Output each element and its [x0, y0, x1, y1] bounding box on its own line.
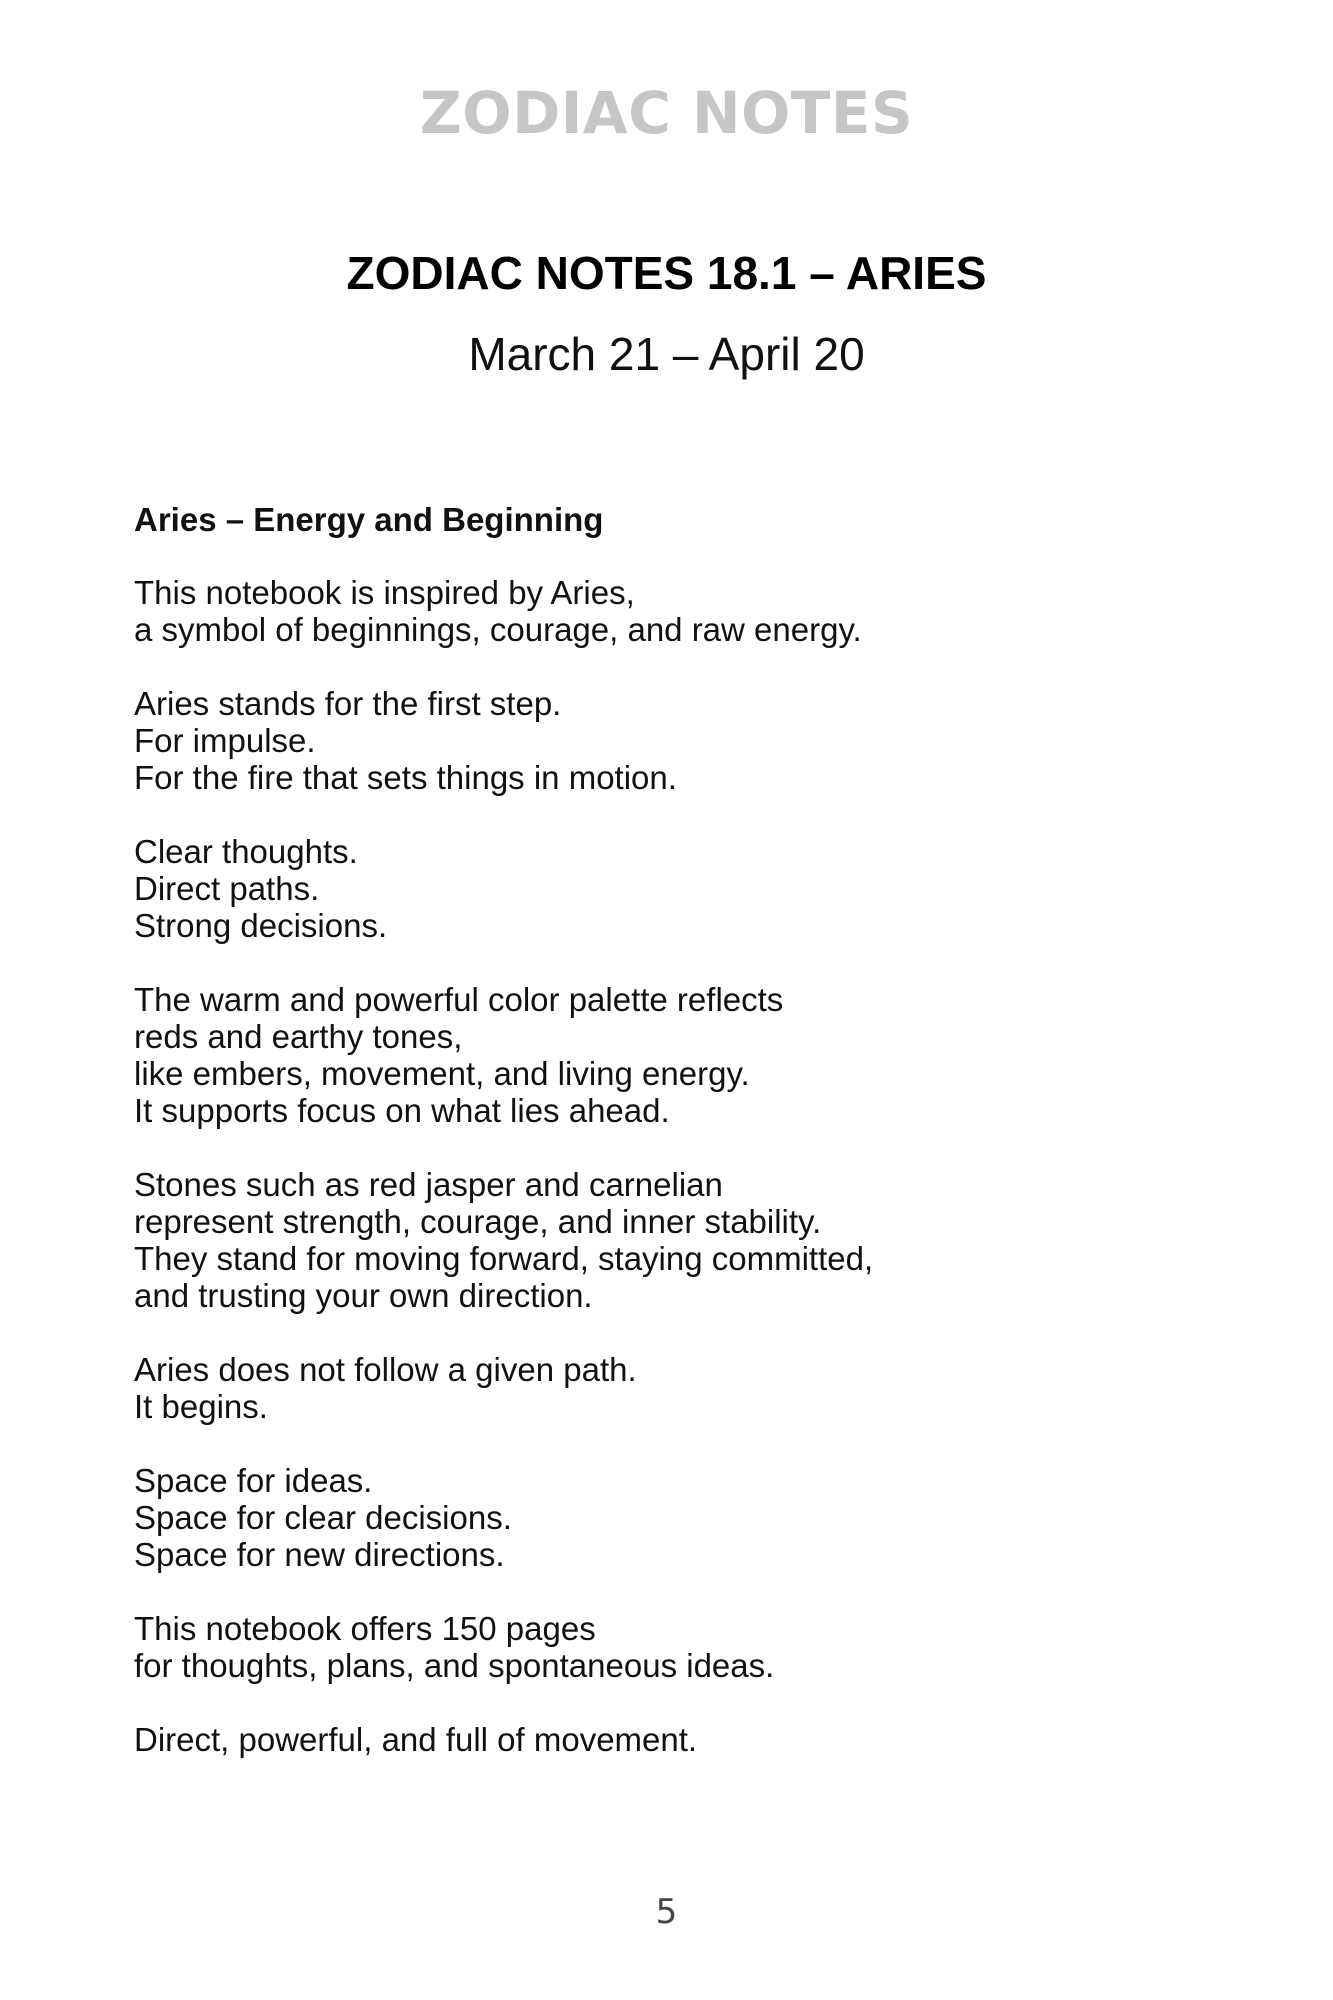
paragraph [134, 1721, 1234, 1758]
paragraph [134, 1166, 1234, 1314]
paragraph [134, 981, 1234, 1129]
text-line: This notebook offers 150 pages [134, 1610, 596, 1647]
text-line: Aries does not follow a given path. [134, 1351, 637, 1388]
text-line: It begins. [134, 1388, 268, 1425]
paragraph [134, 685, 1234, 796]
text-line: Space for clear decisions. [134, 1499, 512, 1536]
text-line: This notebook is inspired by Aries, [134, 574, 635, 611]
text-line: Direct, powerful, and full of movement. [134, 1721, 698, 1758]
text-line: represent strength, courage, and inner stability. [134, 1203, 822, 1240]
text-line: For the fire that sets things in motion. [134, 759, 677, 796]
text-line: Space for ideas. [134, 1462, 373, 1499]
text-line: It supports focus on what lies ahead. [134, 1092, 670, 1129]
text-line: For impulse. [134, 722, 316, 759]
content-body [134, 500, 1234, 1795]
text-line: The warm and powerful color palette reflects [134, 981, 784, 1018]
paragraph [134, 1610, 1234, 1684]
page-title: ZODIAC NOTES 18.1 – ARIES [346, 247, 987, 299]
date-range-subtitle: March 21 – April 20 [468, 328, 865, 380]
page-number: 5 [655, 1892, 678, 1932]
text-line: Direct paths. [134, 870, 320, 907]
section-heading: Aries – Energy and Beginning [134, 501, 604, 538]
paragraph [134, 833, 1234, 944]
text-line: Aries stands for the first step. [134, 685, 562, 722]
running-header: ZODIAC NOTES [419, 79, 914, 147]
text-line: for thoughts, plans, and spontaneous ideas. [134, 1647, 775, 1684]
text-line: and trusting your own direction. [134, 1277, 593, 1314]
text-line: a symbol of beginnings, courage, and raw energy. [134, 611, 862, 648]
paragraph [134, 1462, 1234, 1573]
text-line: reds and earthy tones, [134, 1018, 463, 1055]
text-line: like embers, movement, and living energy. [134, 1055, 750, 1092]
text-line: Strong decisions. [134, 907, 388, 944]
text-line: They stand for moving forward, staying committed, [134, 1240, 874, 1277]
text-line: Clear thoughts. [134, 833, 358, 870]
paragraph [134, 574, 1234, 648]
paragraph [134, 1351, 1234, 1425]
text-line: Space for new directions. [134, 1536, 505, 1573]
text-line: Stones such as red jasper and carnelian [134, 1166, 723, 1203]
